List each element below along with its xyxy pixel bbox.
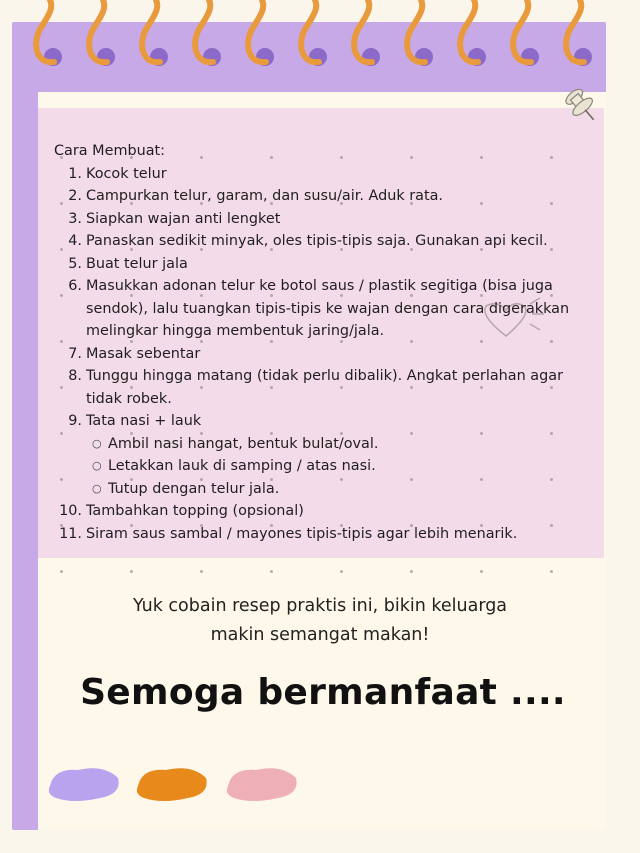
circle-bullet-icon: ○: [92, 436, 102, 450]
step-5: [54, 253, 599, 276]
step-number: 9.: [68, 413, 82, 429]
sub-step: [54, 433, 599, 456]
step-9: [54, 410, 599, 433]
step-text: Panaskan sedikit minyak, oles tipis-tipis saja. Gunakan api kecil.: [86, 233, 548, 249]
step-text: Campurkan telur, garam, dan susu/air. Aduk rata.: [86, 188, 444, 204]
step-6: [54, 275, 599, 343]
sub-step: [54, 478, 599, 501]
step-10: [54, 500, 599, 523]
grid-dot: [270, 570, 273, 573]
spiral-ring-icon: [28, 0, 74, 80]
step-3: [54, 208, 599, 231]
spiral-ring-icon: [187, 0, 233, 80]
spiral-ring-icon: [346, 0, 392, 80]
spiral-ring-icon: [81, 0, 127, 80]
step-text: Tunggu hingga matang (tidak perlu dibalik). Angkat perlahan agar tidak robek.: [86, 368, 563, 407]
step-text: Kocok telur: [86, 165, 167, 182]
step-text: Tata nasi + lauk: [86, 413, 202, 429]
step-number: 8.: [68, 368, 82, 384]
closing-message: Semoga bermanfaat ....: [80, 672, 566, 713]
spiral-ring-icon: [240, 0, 286, 80]
step-number: 6.: [68, 278, 82, 294]
step-number: 4.: [68, 233, 82, 249]
step-number: 7.: [68, 345, 82, 362]
grid-dot: [550, 570, 553, 573]
paint-swatch-icon: [44, 760, 124, 806]
step-text: Masukkan adonan telur ke botol saus / plastik segitiga (bisa juga sendok), lalu tuangkan tipis-tipis ke wajan dengan cara digerakkan melingkar hingga membentuk jaring/jala.: [86, 278, 570, 339]
spiral-ring-icon: [505, 0, 551, 80]
sub-step-text: Ambil nasi hangat, bentuk bulat/oval.: [108, 435, 379, 452]
paint-swatch-icon: [222, 760, 302, 806]
step-2: [54, 185, 599, 208]
grid-dot: [130, 570, 133, 573]
step-text: Buat telur jala: [86, 255, 188, 272]
step-text: Siapkan wajan anti lengket: [86, 210, 281, 227]
call-to-action: [60, 592, 580, 650]
step-11: [54, 523, 599, 546]
step-text: Masak sebentar: [86, 345, 201, 362]
paint-swatch-icon: [132, 760, 212, 806]
spiral-ring-icon: [399, 0, 445, 80]
grid-dot: [340, 570, 343, 573]
spiral-ring-icon: [293, 0, 339, 80]
spiral-ring-icon: [134, 0, 180, 80]
step-number: 11.: [59, 525, 82, 542]
circle-bullet-icon: ○: [92, 459, 102, 472]
step-1: [54, 163, 599, 186]
step-number: 10.: [59, 503, 82, 519]
circle-bullet-icon: ○: [92, 481, 102, 495]
grid-dot: [60, 570, 63, 573]
grid-dot: [480, 570, 483, 573]
step-text: Siram saus sambal / mayones tipis-tipis agar lebih menarik.: [86, 525, 518, 542]
grid-dot: [410, 570, 413, 573]
spiral-binding: [0, 0, 640, 90]
steps-heading: Cara Membuat:: [54, 143, 166, 159]
step-number: 5.: [68, 255, 82, 272]
step-number: 3.: [68, 210, 82, 227]
push-pin-icon: [560, 84, 604, 128]
step-7: [54, 343, 599, 366]
cta-line-2: makin semangat makan!: [210, 625, 430, 645]
step-4: [54, 230, 599, 253]
step-8: [54, 365, 599, 410]
step-text: Tambahkan topping (opsional): [86, 503, 304, 519]
sub-step: [54, 455, 599, 478]
cta-line-1: Yuk cobain resep praktis ini, bikin keluarga: [132, 596, 508, 616]
spiral-ring-icon: [558, 0, 604, 80]
recipe-steps: [54, 140, 599, 545]
step-number: 1.: [68, 165, 82, 182]
sub-step-text: Letakkan lauk di samping / atas nasi.: [108, 458, 376, 474]
spiral-ring-icon: [452, 0, 498, 80]
sub-step-text: Tutup dengan telur jala.: [108, 480, 280, 497]
grid-dot: [200, 570, 203, 573]
step-number: 2.: [68, 188, 82, 204]
